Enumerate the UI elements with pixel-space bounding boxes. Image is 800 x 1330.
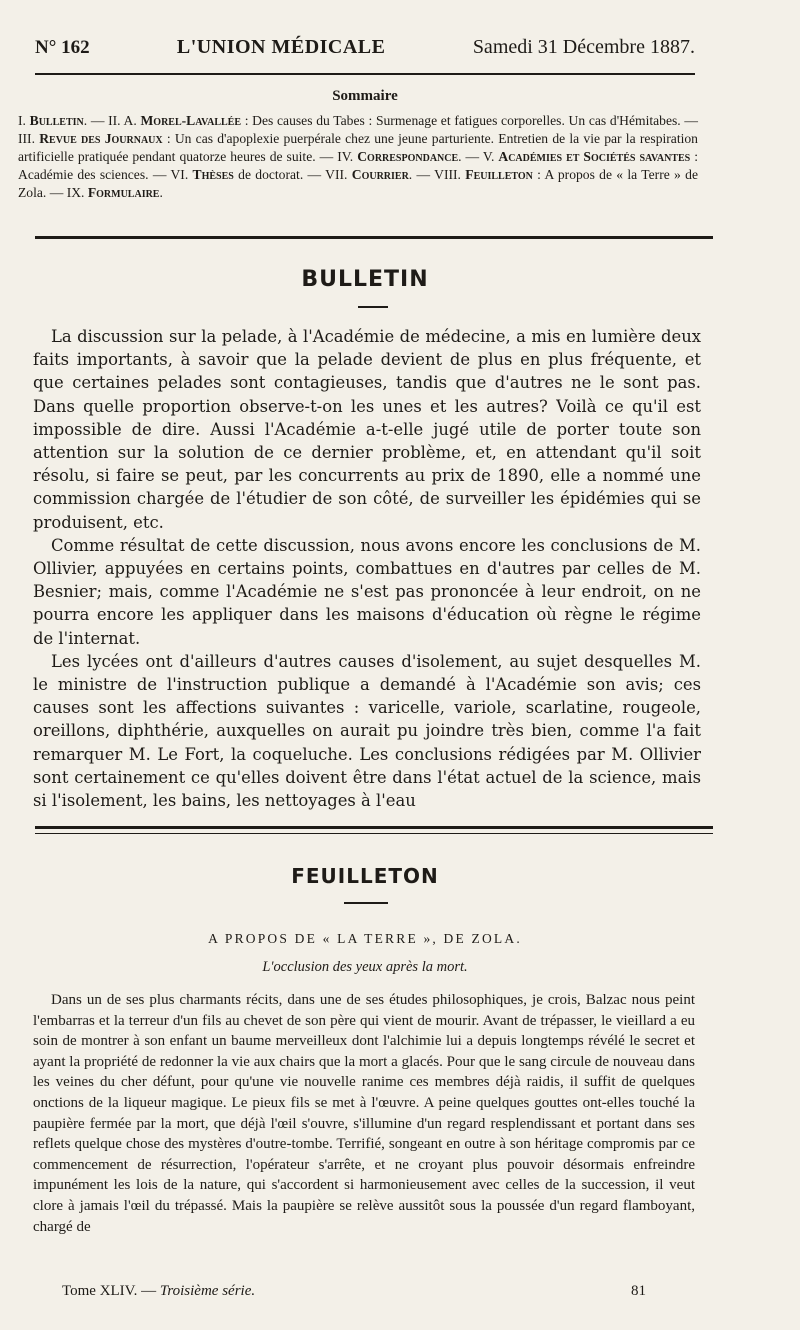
sommaire-item: Feuilleton : A propos de « la Terre » de Zola. — IX.	[18, 167, 698, 200]
feuilleton-body	[33, 990, 695, 1237]
sommaire-item: Académies et Sociétés savantes : Académie des sciences. — VI.	[18, 149, 699, 182]
volume-info: Tome XLIV. — Troisième série.	[62, 1283, 256, 1299]
sommaire-item: Morel-Lavallée : Des causes du Tabes : Surmenage et fatigues corporelles. Un cas d'Hémitabes. — III.	[18, 113, 698, 146]
bulletin-paragraph: La discussion sur la pelade, à l'Académie de médecine, a mis en lumière deux faits importants, à savoir que la pelade devient de plus en plus fréquente, et que certaines pelades sont contagieuses, tandis que d'autres ne le sont pas. Dans quelle proportion observe-t-on les unes et les autres? Voilà ce qu'il est impossible de dire. Aussi l'Académie a-t-elle jugé utile de porter toute son attention sur la solution de ce dernier problème, et, en attendant qu'il soit résolu, si faire se peut, par les concurrents au prix de 1890, elle a nommé une commission chargée de l'étudier de son côté, de surveiller les épidémies qui se produisent, etc.	[33, 327, 701, 532]
article-subtitle: L'occlusion des yeux après la mort.	[262, 959, 468, 975]
header-rule	[35, 73, 695, 75]
bulletin-paragraph: Comme résultat de cette discussion, nous avons encore les conclusions de M. Ollivier, appuyées en certains points, combattues en d'autres par celles de M. Besnier; mais, comme l'Académie ne s'est pas prononcée à leur endroit, on ne pourra encore les appliquer dans les maisons d'éducation où règne le régime de l'internat.	[33, 535, 701, 648]
feuilleton-divider	[35, 826, 713, 829]
sommaire-item: I. Bulletin. — II. A.	[18, 113, 141, 128]
bulletin-paragraph: Les lycées ont d'ailleurs d'autres causes d'isolement, au sujet desquelles M. le ministre de l'instruction publique a demandé à l'Académie son avis; ces causes sont les affections suivantes : varicelle, variole, scarlatine, rougeole, oreillons, diphthérie, auxquelles on aurait pu joindre très bien, comme l'a fait remarquer M. Le Fort, la coqueluche. Les conclusions rédigées par M. Ollivier sont certainement ce qu'elles doivent être dans l'état actuel de la science, mais si l'isolement, les bains, les nettoyages à l'eau	[33, 651, 701, 811]
sommaire-item: Thèses de doctorat. — VII.	[192, 167, 352, 182]
feuilleton-paragraph: Dans un de ses plus charmants récits, dans une de ses études philosophiques, je crois, Balzac nous peint l'embarras et la terreur d'un fils au chevet de son père qui vient de mourir. Avant de trépasser, le vieillard a eu soin de montrer à son enfant un baume merveilleux dont l'alchimie lui a depuis longtemps révélé le secret et ayant la propriété de redonner la vie aux chairs que la mort a glacés. Pour que le sang circule de nouveau dans les veines du cher défunt, pour qu'une vie nouvelle ranime ces membres déjà raidis, il suffit de quelques onctions de la liqueur magique. Le pieux fils se met à l'œuvre. A peine quelques gouttes ont-elles touché la paupière fermée par la mort, que déjà l'œil s'ouvre, s'illumine d'un regard resplendissant et portant dans ses reflets quelque chose des mystères d'outre-tombe. Terrifié, songeant en outre à son héritage compromis par ce commencement de résurrection, l'opérateur s'arrête, et ne croyant plus pouvoir désormais enfreindre impunément les lois de la nature, qui s'accordent si harmonieusement avec celles de la succession, il veut clore à jamais l'œil du trépassé. Mais la paupière se relève aussitôt sous la poussée d'un regard flamboyant, chargé de	[33, 992, 695, 1235]
feuilleton-divider-thin	[35, 833, 713, 834]
issue-number: N° 162	[35, 37, 90, 58]
sommaire-body	[18, 112, 698, 202]
series-label: Troisième série.	[159, 1283, 256, 1299]
sommaire-title: Sommaire	[332, 88, 398, 104]
sommaire-item: Revue des Journaux : Un cas d'apoplexie puerpérale chez une jeune parturiente. Entretien de la vie par la respiration artificielle pratiquée pendant quatorze heures de suite. — IV.	[18, 131, 698, 164]
bulletin-body	[33, 325, 701, 812]
page-header	[35, 36, 695, 72]
issue-date: Samedi 31 Décembre 1887.	[472, 36, 695, 58]
sommaire-item: Formulaire.	[87, 185, 163, 200]
heading-underline	[344, 902, 388, 904]
bulletin-heading: BULLETIN	[301, 267, 429, 292]
section-divider	[35, 236, 713, 239]
feuilleton-heading: FEUILLETON	[291, 864, 439, 888]
heading-underline	[358, 306, 388, 308]
sommaire-item: Courrier. — VIII.	[351, 167, 466, 182]
page-number: 81	[631, 1283, 646, 1299]
journal-title: L'UNION MÉDICALE	[176, 36, 386, 58]
sommaire-item: Correspondance. — V.	[357, 149, 499, 164]
article-title: A PROPOS DE « LA TERRE », DE ZOLA.	[208, 931, 522, 946]
page-footer	[62, 1283, 646, 1300]
